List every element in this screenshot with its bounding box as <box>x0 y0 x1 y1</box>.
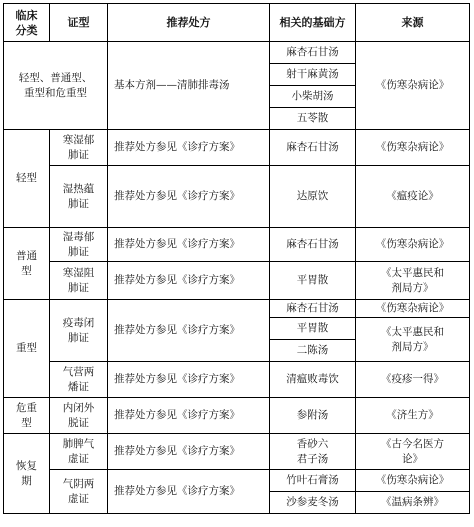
syndrome-cell: 气营两 燔证 <box>50 362 108 398</box>
base-formula-cell: 平胃散 <box>270 318 356 340</box>
base-formula-cell: 香砂六 君子汤 <box>270 434 356 470</box>
header-row <box>4 4 470 42</box>
source-cell: 《伤寒杂病论》 <box>356 300 470 318</box>
base-formula-cell: 参附汤 <box>270 398 356 434</box>
header-category: 临床 分类 <box>4 4 50 42</box>
base-formula-cell: 射干麻黄汤 <box>270 64 356 86</box>
category-cell: 危重 型 <box>4 398 50 434</box>
table-row <box>4 42 470 64</box>
source-cell: 《济生方》 <box>356 398 470 434</box>
category-cell: 轻型、普通型、 重型和危重型 <box>4 42 108 130</box>
base-formula-cell: 平胃散 <box>270 262 356 300</box>
table-row <box>4 262 470 300</box>
syndrome-cell: 气阴两 虚证 <box>50 470 108 514</box>
base-formula-cell: 麻杏石甘汤 <box>270 300 356 318</box>
syndrome-cell: 肺脾气 虚证 <box>50 434 108 470</box>
base-formula-cell: 麻杏石甘汤 <box>270 130 356 166</box>
table-row <box>4 470 470 492</box>
category-cell: 普通 型 <box>4 228 50 300</box>
base-formula-cell: 达原饮 <box>270 166 356 228</box>
source-cell: 《伤寒杂病论》 <box>356 42 470 130</box>
header-syndrome: 证型 <box>50 4 108 42</box>
source-cell: 《太平惠民和 剂局方》 <box>356 318 470 362</box>
source-cell: 《温病条辨》 <box>356 492 470 514</box>
base-formula-cell: 沙参麦冬汤 <box>270 492 356 514</box>
table-row <box>4 166 470 228</box>
syndrome-cell: 湿毒郁 肺证 <box>50 228 108 262</box>
base-formula-cell: 麻杏石甘汤 <box>270 42 356 64</box>
prescription-cell: 推荐处方参见《诊疗方案》 <box>108 470 270 514</box>
prescription-cell: 推荐处方参见《诊疗方案》 <box>108 228 270 262</box>
table-row <box>4 300 470 318</box>
syndrome-cell: 疫毒闭 肺证 <box>50 300 108 362</box>
table-row <box>4 362 470 398</box>
table-row <box>4 228 470 262</box>
table-row <box>4 434 470 470</box>
category-cell: 重型 <box>4 300 50 398</box>
syndrome-cell: 内闭外 脱证 <box>50 398 108 434</box>
base-formula-cell: 竹叶石膏汤 <box>270 470 356 492</box>
syndrome-cell: 寒湿郁 肺证 <box>50 130 108 166</box>
base-formula-cell: 小柴胡汤 <box>270 86 356 108</box>
base-formula-cell: 清瘟败毒饮 <box>270 362 356 398</box>
header-base-formula: 相关的基础方 <box>270 4 356 42</box>
source-cell: 《瘟疫论》 <box>356 166 470 228</box>
source-cell: 《伤寒杂病论》 <box>356 130 470 166</box>
syndrome-cell: 寒湿阻 肺证 <box>50 262 108 300</box>
syndrome-cell: 湿热蕴 肺证 <box>50 166 108 228</box>
source-cell: 《伤寒杂病论》 <box>356 228 470 262</box>
prescription-cell: 推荐处方参见《诊疗方案》 <box>108 300 270 362</box>
category-cell: 轻型 <box>4 130 50 228</box>
table-row <box>4 130 470 166</box>
prescription-cell: 推荐处方参见《诊疗方案》 <box>108 362 270 398</box>
category-cell: 恢复 期 <box>4 434 50 514</box>
prescription-cell: 推荐处方参见《诊疗方案》 <box>108 166 270 228</box>
prescription-cell: 推荐处方参见《诊疗方案》 <box>108 262 270 300</box>
source-cell: 《伤寒杂病论》 <box>356 470 470 492</box>
source-cell: 《太平惠民和 剂局方》 <box>356 262 470 300</box>
header-prescription: 推荐处方 <box>108 4 270 42</box>
prescription-cell: 基本方剂——清肺排毒汤 <box>108 42 270 130</box>
source-cell: 《古今名医方 论》 <box>356 434 470 470</box>
header-source: 来源 <box>356 4 470 42</box>
table-row <box>4 398 470 434</box>
prescription-cell: 推荐处方参见《诊疗方案》 <box>108 398 270 434</box>
base-formula-cell: 麻杏石甘汤 <box>270 228 356 262</box>
base-formula-cell: 二陈汤 <box>270 340 356 362</box>
base-formula-cell: 五苓散 <box>270 108 356 130</box>
prescription-table <box>3 3 470 514</box>
source-cell: 《疫疹一得》 <box>356 362 470 398</box>
prescription-cell: 推荐处方参见《诊疗方案》 <box>108 434 270 470</box>
prescription-cell: 推荐处方参见《诊疗方案》 <box>108 130 270 166</box>
